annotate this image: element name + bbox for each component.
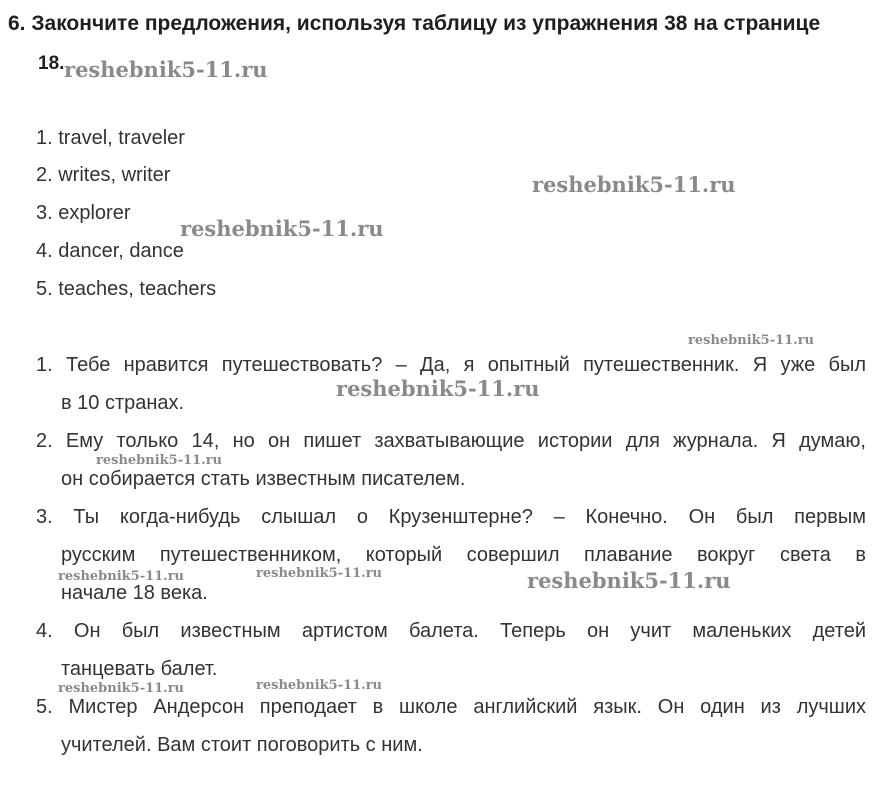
watermark: reshebnik5-11.ru bbox=[58, 681, 185, 696]
watermark: reshebnik5-11.ru bbox=[180, 216, 384, 241]
watermark: reshebnik5-11.ru bbox=[336, 376, 540, 401]
watermark: reshebnik5-11.ru bbox=[256, 678, 383, 693]
translation-2-line-1: 2. Ему только 14, но он пишет захватывающие истории для журнала. Я думаю, bbox=[36, 430, 866, 452]
answer-item-1: 1. travel, traveler bbox=[36, 127, 185, 149]
translation-3-line-3: начале 18 века. bbox=[61, 582, 208, 604]
translation-1-line-2: в 10 странах. bbox=[61, 392, 185, 414]
translation-1-line-1: 1. Тебе нравится путешествовать? – Да, я опытный путешественник. Я уже был bbox=[36, 354, 866, 376]
answer-item-3: 3. explorer bbox=[36, 202, 131, 224]
watermark: reshebnik5-11.ru bbox=[256, 566, 383, 581]
watermark: reshebnik5-11.ru bbox=[58, 569, 185, 584]
translation-2-line-2: он собирается стать известным писателем. bbox=[61, 468, 466, 490]
translation-5-line-2: учителей. Вам стоит поговорить с ним. bbox=[61, 734, 423, 756]
translation-4-line-2: танцевать балет. bbox=[61, 658, 218, 680]
task-title-continuation: 18. bbox=[38, 53, 65, 74]
translation-3-line-2: русским путешественником, который совершил плавание вокруг света в bbox=[61, 544, 866, 566]
answer-item-5: 5. teaches, teachers bbox=[36, 278, 217, 300]
watermark: reshebnik5-11.ru bbox=[96, 453, 223, 468]
task-number: 6. bbox=[8, 12, 26, 35]
watermark: reshebnik5-11.ru bbox=[527, 568, 731, 593]
translation-5-line-1: 5. Мистер Андерсон преподает в школе английский язык. Он один из лучших bbox=[36, 696, 866, 718]
watermark: reshebnik5-11.ru bbox=[64, 57, 268, 82]
watermark: reshebnik5-11.ru bbox=[688, 333, 815, 348]
answer-item-2: 2. writes, writer bbox=[36, 164, 171, 186]
translation-4-line-1: 4. Он был известным артистом балета. Теперь он учит маленьких детей bbox=[36, 620, 866, 642]
answer-item-4: 4. dancer, dance bbox=[36, 240, 184, 262]
translation-3-line-1: 3. Ты когда-нибудь слышал о Крузенштерне? – Конечно. Он был первым bbox=[36, 506, 866, 528]
task-title: Закончите предложения, используя таблицу из упражнения 38 на странице bbox=[31, 12, 821, 35]
watermark: reshebnik5-11.ru bbox=[532, 172, 736, 197]
